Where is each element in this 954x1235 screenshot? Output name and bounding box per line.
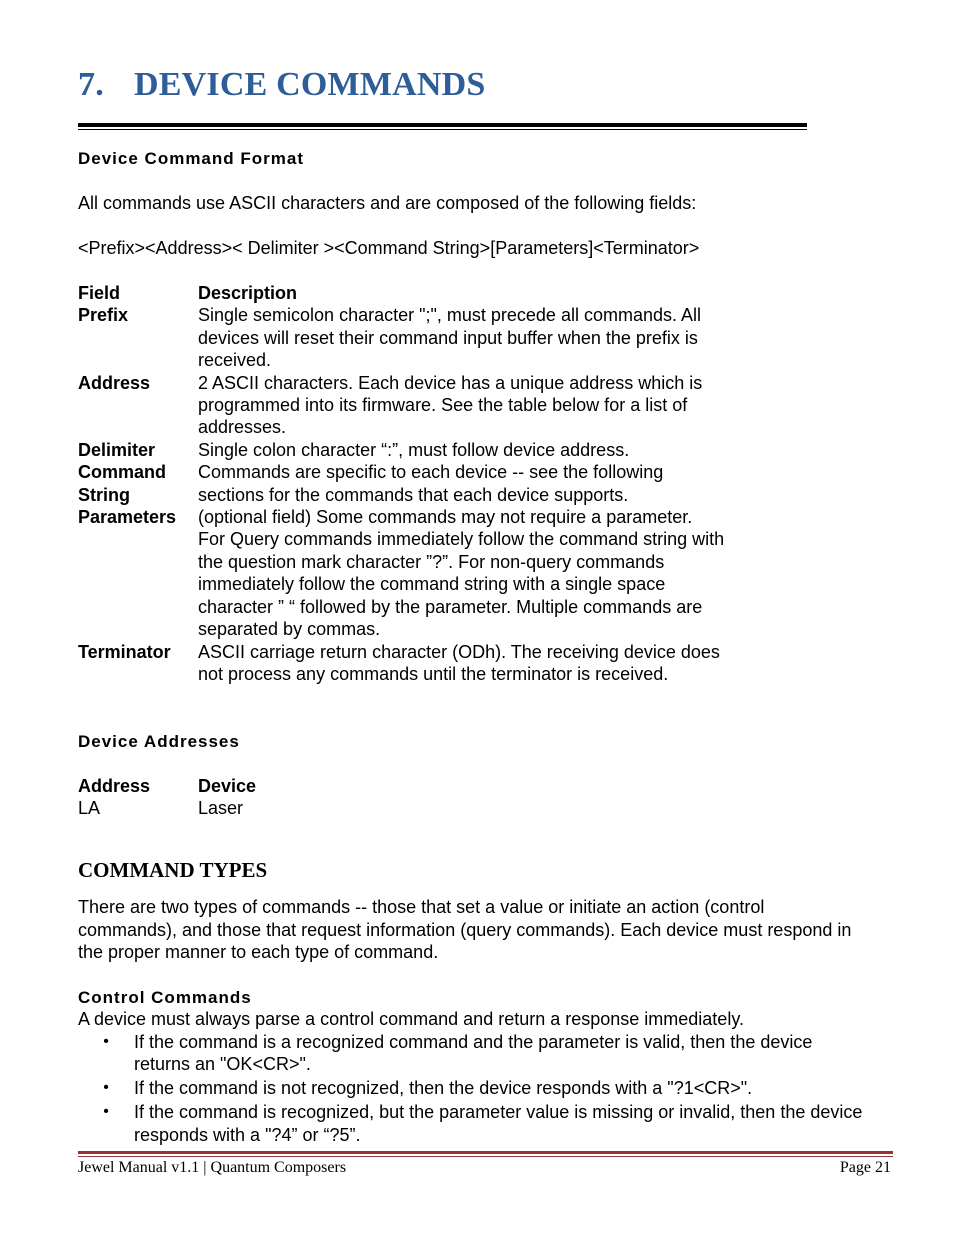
- field-description: [198, 304, 758, 371]
- description-header: Description: [198, 283, 298, 303]
- address-table-row: [78, 797, 256, 819]
- format-intro: All commands use ASCII characters and are composed of the following fields:: [78, 193, 697, 213]
- field-row-prefix: [78, 304, 778, 371]
- field-row-string: [78, 484, 778, 506]
- list-item: [78, 1031, 898, 1076]
- field-name: Delimiter: [78, 439, 156, 460]
- description-line: Commands are specific to each device -- see the following: [198, 462, 664, 483]
- device-header: Device: [198, 776, 257, 796]
- footer-rule-thin: [78, 1156, 893, 1157]
- list-item-line: responds with a "?4” or “?5”.: [134, 1124, 361, 1145]
- bullet-icon: •: [103, 1033, 109, 1050]
- chapter-title: [78, 66, 486, 104]
- description-line: not process any commands until the terminator is received.: [198, 663, 669, 684]
- chapter-title-text: DEVICE COMMANDS: [134, 66, 486, 103]
- description-line: For Query commands immediately follow the command string with: [198, 529, 725, 550]
- list-item-line: If the command is recognized, but the parameter value is missing or invalid, then the device: [134, 1102, 863, 1123]
- footer-page-number: Page 21: [839, 1159, 891, 1176]
- device-addresses-heading: Device Addresses: [78, 732, 240, 751]
- field-description: [198, 641, 758, 686]
- list-item-text: [134, 1031, 898, 1076]
- address-table-header: [78, 775, 256, 797]
- address-header: Address: [78, 776, 151, 796]
- description-line: separated by commas.: [198, 619, 381, 640]
- control-commands-heading: Control Commands: [78, 988, 252, 1007]
- field-header: Field: [78, 283, 121, 303]
- device-cell: Laser: [198, 798, 244, 819]
- command-types-paragraph: [78, 896, 851, 964]
- field-name: String: [78, 484, 130, 505]
- description-line: devices will reset their command input buffer when the prefix is: [198, 327, 698, 348]
- device-command-format-heading: Device Command Format: [78, 149, 304, 168]
- description-line: ASCII carriage return character (ODh). The receiving device does: [198, 641, 720, 662]
- command-types-heading: COMMAND TYPES: [78, 858, 268, 882]
- control-commands-intro: A device must always parse a control command and return a response immediately.: [78, 1009, 744, 1029]
- field-row-command: [78, 461, 778, 483]
- description-line: 2 ASCII characters. Each device has a unique address which is: [198, 372, 703, 393]
- description-line: Single colon character “:”, must follow device address.: [198, 439, 630, 460]
- list-item-line: If the command is not recognized, then the device responds with a "?1<CR>".: [134, 1078, 753, 1099]
- list-item-line: returns an "OK<CR>".: [134, 1054, 311, 1075]
- field-description-table: [78, 282, 778, 685]
- description-line: (optional field) Some commands may not require a parameter.: [198, 507, 693, 528]
- field-name: Prefix: [78, 305, 129, 326]
- field-table-header: [78, 282, 778, 304]
- paragraph-line: commands), and those that request information (query commands). Each device must respond in: [78, 919, 852, 940]
- title-rule-thick: [78, 123, 807, 127]
- field-name: Address: [78, 372, 151, 393]
- address-cell: LA: [78, 798, 101, 819]
- field-row-address: [78, 372, 778, 439]
- description-line: sections for the commands that each device supports.: [198, 484, 629, 505]
- description-line: immediately follow the command string with a single space: [198, 574, 666, 595]
- field-name: Command: [78, 462, 167, 483]
- field-row-delimiter: [78, 439, 778, 461]
- paragraph-line: There are two types of commands -- those that set a value or initiate an action (control: [78, 897, 765, 917]
- description-line: programmed into its firmware. See the table below for a list of: [198, 395, 688, 416]
- list-item-text: [134, 1077, 898, 1099]
- field-row-terminator: [78, 641, 778, 686]
- field-name: Parameters: [78, 507, 177, 528]
- list-item: [78, 1077, 898, 1099]
- field-description: [198, 439, 758, 461]
- field-description: [198, 461, 758, 483]
- control-commands-list: [78, 1031, 898, 1148]
- description-line: addresses.: [198, 417, 287, 438]
- chapter-number: 7.: [78, 66, 104, 103]
- field-name: Terminator: [78, 641, 171, 662]
- footer-rule-thick: [78, 1151, 893, 1154]
- description-line: Single semicolon character ";", must precede all commands. All: [198, 305, 701, 326]
- description-line: received.: [198, 350, 272, 371]
- description-line: the question mark character ”?”. For non-query commands: [198, 551, 665, 572]
- field-description: [198, 372, 758, 439]
- title-rule-thin: [78, 129, 807, 130]
- device-address-table: [78, 775, 256, 820]
- bullet-icon: •: [103, 1103, 109, 1121]
- field-row-parameters: [78, 506, 778, 640]
- bullet-icon: •: [103, 1079, 109, 1097]
- list-item: [78, 1101, 898, 1146]
- list-item-text: [134, 1101, 898, 1146]
- field-description: [198, 506, 758, 640]
- description-line: character ” “ followed by the parameter. Multiple commands are: [198, 596, 703, 617]
- paragraph-line: the proper manner to each type of command.: [78, 942, 439, 962]
- command-syntax: <Prefix><Address>< Delimiter ><Command String>[Parameters]<Terminator>: [78, 238, 700, 258]
- list-item-line: If the command is a recognized command and the parameter is valid, then the device: [134, 1032, 813, 1052]
- footer-document-title: Jewel Manual v1.1 | Quantum Composers: [78, 1159, 347, 1176]
- field-description: [198, 484, 758, 506]
